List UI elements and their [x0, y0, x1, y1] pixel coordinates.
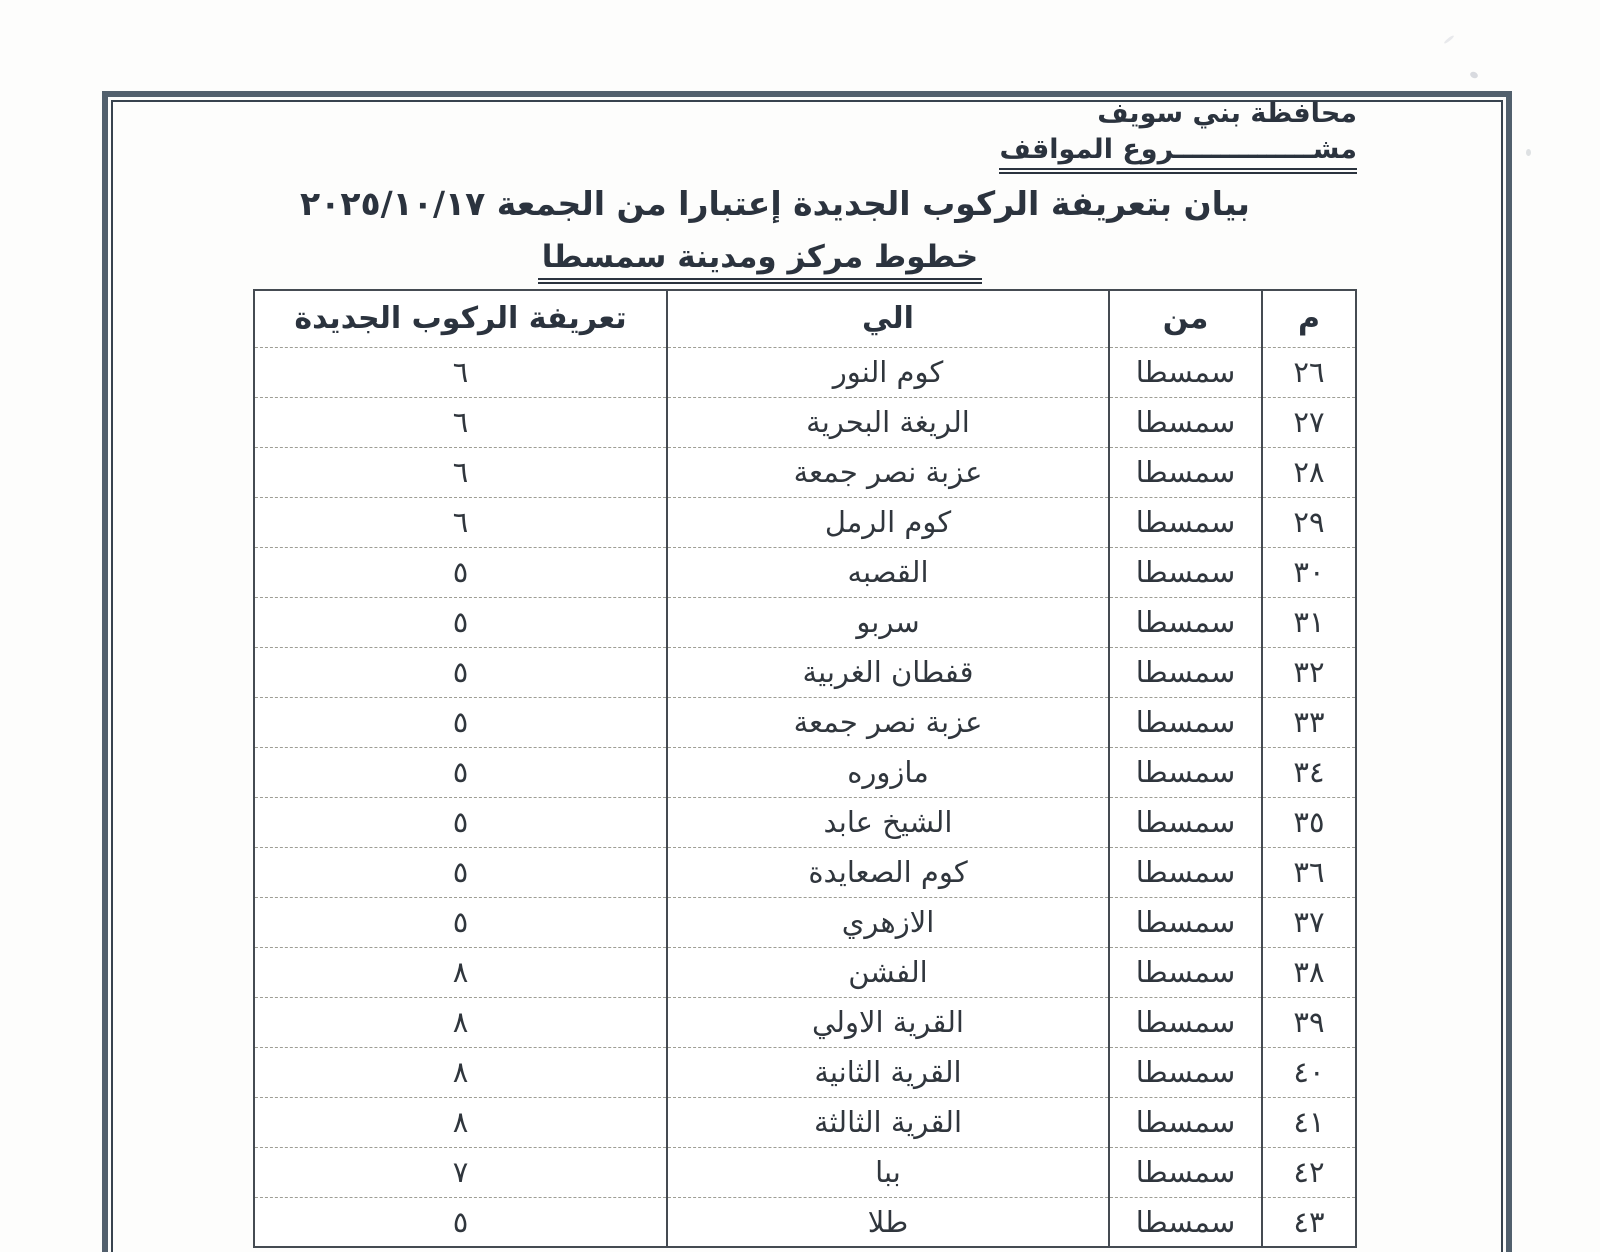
- table-row: [254, 347, 1356, 397]
- table-row: [254, 897, 1356, 947]
- cell-to: القرية الاولي: [667, 997, 1109, 1047]
- cell-to: القصبه: [667, 547, 1109, 597]
- table-row: [254, 597, 1356, 647]
- document-subtitle-wrap: [0, 239, 1560, 284]
- cell-index: ٣٧: [1262, 897, 1356, 947]
- document-title: بيان بتعريفة الركوب الجديدة إعتبارا من الجمعة ٢٠٢٥/١٠/١٧: [300, 184, 1250, 223]
- cell-to: عزبة نصر جمعة: [667, 697, 1109, 747]
- table-row: [254, 847, 1356, 897]
- table-row: [254, 397, 1356, 447]
- cell-index: ٤١: [1262, 1097, 1356, 1147]
- cell-from: سمسطا: [1109, 347, 1262, 397]
- table-row: [254, 497, 1356, 547]
- cell-index: ٣٨: [1262, 947, 1356, 997]
- table-row: [254, 1197, 1356, 1247]
- table-row: [254, 647, 1356, 697]
- cell-index: ٢٦: [1262, 347, 1356, 397]
- document-subtitle: خطوط مركز ومدينة سمسطا: [538, 239, 982, 284]
- cell-index: ٣١: [1262, 597, 1356, 647]
- cell-from: سمسطا: [1109, 1147, 1262, 1197]
- cell-from: سمسطا: [1109, 997, 1262, 1047]
- column-header-index: م: [1262, 290, 1356, 347]
- cell-fare: ٥: [254, 797, 667, 847]
- cell-from: سمسطا: [1109, 847, 1262, 897]
- cell-to: ببا: [667, 1147, 1109, 1197]
- fare-table: [253, 289, 1357, 1248]
- cell-from: سمسطا: [1109, 897, 1262, 947]
- cell-from: سمسطا: [1109, 547, 1262, 597]
- cell-fare: ٨: [254, 1047, 667, 1097]
- scan-speck: [1526, 149, 1531, 156]
- header-row: [254, 290, 1356, 347]
- cell-index: ٣٣: [1262, 697, 1356, 747]
- cell-fare: ٥: [254, 647, 667, 697]
- table-row: [254, 1047, 1356, 1097]
- cell-index: ٤٠: [1262, 1047, 1356, 1097]
- cell-to: عزبة نصر جمعة: [667, 447, 1109, 497]
- cell-index: ٤٢: [1262, 1147, 1356, 1197]
- department-name: مشـــــــــــــــروع المواقف: [999, 134, 1357, 174]
- cell-from: سمسطا: [1109, 447, 1262, 497]
- table-row: [254, 947, 1356, 997]
- scan-speck: [1469, 71, 1479, 80]
- governorate-name: محافظة بني سويف: [1097, 98, 1357, 129]
- table-row: [254, 747, 1356, 797]
- letterhead: [999, 98, 1357, 174]
- cell-to: الريغة البحرية: [667, 397, 1109, 447]
- cell-index: ٣٤: [1262, 747, 1356, 797]
- table-row: [254, 447, 1356, 497]
- cell-from: سمسطا: [1109, 947, 1262, 997]
- cell-from: سمسطا: [1109, 1097, 1262, 1147]
- cell-to: الفشن: [667, 947, 1109, 997]
- cell-index: ٣٢: [1262, 647, 1356, 697]
- cell-index: ٢٨: [1262, 447, 1356, 497]
- cell-fare: ٥: [254, 697, 667, 747]
- cell-fare: ٥: [254, 597, 667, 647]
- table-row: [254, 697, 1356, 747]
- cell-from: سمسطا: [1109, 497, 1262, 547]
- cell-fare: ٦: [254, 397, 667, 447]
- cell-to: سربو: [667, 597, 1109, 647]
- table-row: [254, 1097, 1356, 1147]
- cell-index: ٣٩: [1262, 997, 1356, 1047]
- cell-index: ٣٥: [1262, 797, 1356, 847]
- cell-fare: ٦: [254, 497, 667, 547]
- cell-to: كوم الصعايدة: [667, 847, 1109, 897]
- column-header-from: من: [1109, 290, 1262, 347]
- column-header-to: الي: [667, 290, 1109, 347]
- cell-fare: ٧: [254, 1147, 667, 1197]
- cell-index: ٣٠: [1262, 547, 1356, 597]
- cell-fare: ٨: [254, 997, 667, 1047]
- cell-from: سمسطا: [1109, 697, 1262, 747]
- table-row: [254, 997, 1356, 1047]
- cell-from: سمسطا: [1109, 597, 1262, 647]
- cell-to: كوم الرمل: [667, 497, 1109, 547]
- column-header-fare: تعريفة الركوب الجديدة: [254, 290, 667, 347]
- cell-to: الازهري: [667, 897, 1109, 947]
- cell-index: ٢٧: [1262, 397, 1356, 447]
- cell-from: سمسطا: [1109, 1047, 1262, 1097]
- cell-from: سمسطا: [1109, 1197, 1262, 1247]
- table-row: [254, 1147, 1356, 1197]
- cell-fare: ٥: [254, 1197, 667, 1247]
- cell-to: القرية الثانية: [667, 1047, 1109, 1097]
- fare-table-body: [254, 347, 1356, 1247]
- cell-from: سمسطا: [1109, 747, 1262, 797]
- cell-index: ٤٣: [1262, 1197, 1356, 1247]
- fare-table-header: [254, 290, 1356, 347]
- cell-fare: ٦: [254, 447, 667, 497]
- cell-from: سمسطا: [1109, 797, 1262, 847]
- cell-fare: ٨: [254, 947, 667, 997]
- cell-to: القرية الثالثة: [667, 1097, 1109, 1147]
- table-row: [254, 797, 1356, 847]
- cell-from: سمسطا: [1109, 397, 1262, 447]
- cell-to: طلا: [667, 1197, 1109, 1247]
- cell-to: قفطان الغربية: [667, 647, 1109, 697]
- cell-index: ٣٦: [1262, 847, 1356, 897]
- cell-fare: ٥: [254, 747, 667, 797]
- cell-to: مازوره: [667, 747, 1109, 797]
- cell-to: الشيخ عابد: [667, 797, 1109, 847]
- cell-index: ٢٩: [1262, 497, 1356, 547]
- cell-to: كوم النور: [667, 347, 1109, 397]
- cell-from: سمسطا: [1109, 647, 1262, 697]
- table-row: [254, 547, 1356, 597]
- cell-fare: ٥: [254, 547, 667, 597]
- cell-fare: ٦: [254, 347, 667, 397]
- cell-fare: ٥: [254, 897, 667, 947]
- scan-speck: [1443, 35, 1454, 45]
- cell-fare: ٨: [254, 1097, 667, 1147]
- cell-fare: ٥: [254, 847, 667, 897]
